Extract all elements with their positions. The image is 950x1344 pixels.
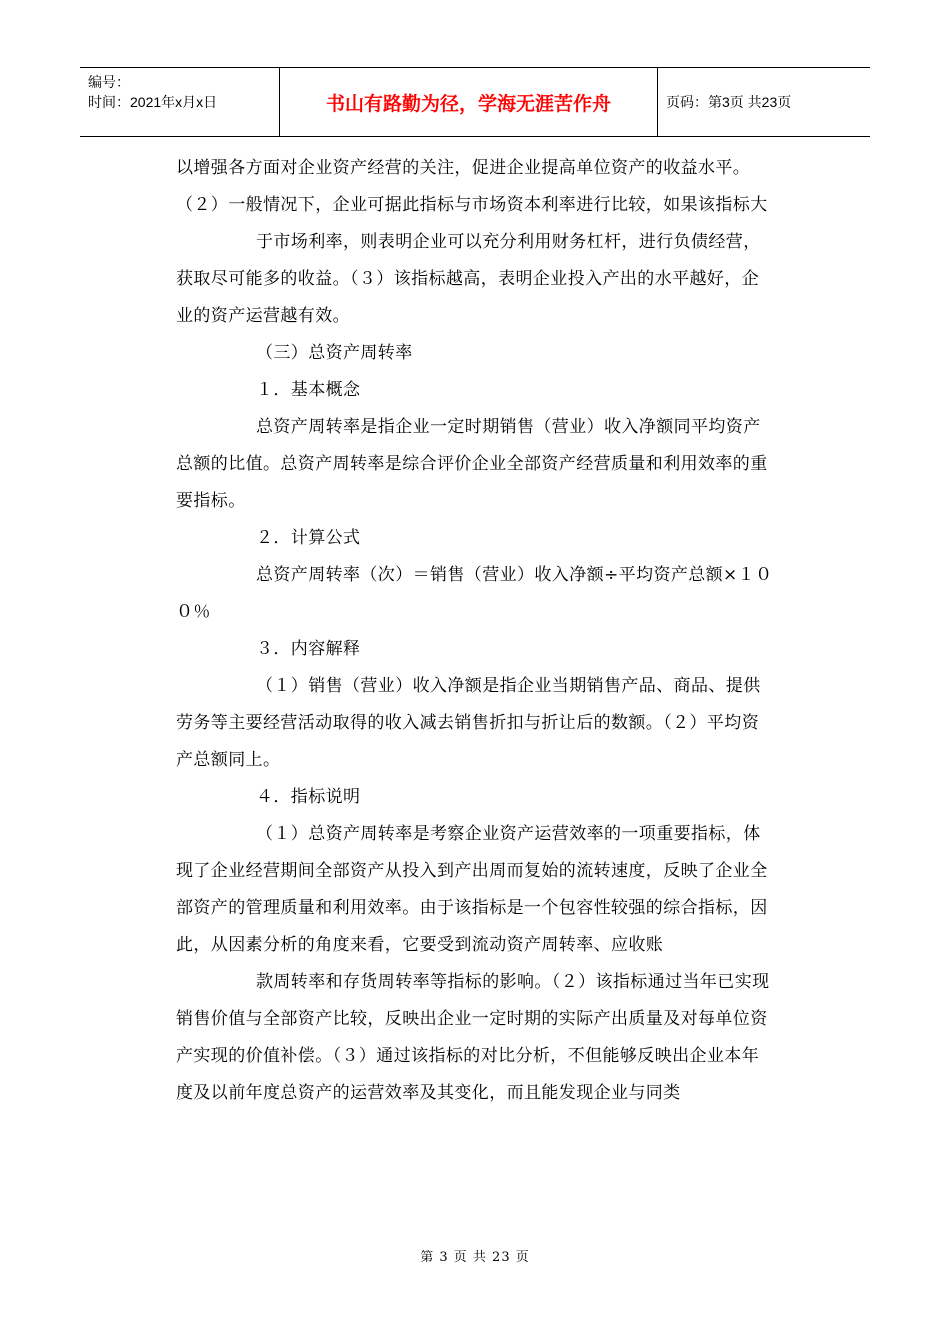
page-header xyxy=(80,67,870,137)
paragraph-notes-2: 款周转率和存货周转率等指标的影响。（２）该指标通过当年已实现销售价值与全部资产比较，反映出企业一定时期的实际产出质量及对每单位资产实现的价值补偿。（３）通过该指标的对比分析，不但能够反映出企业本年度及以前年度总资产的运营效率及其变化，而且能发现企业与同类 xyxy=(176,972,770,1103)
paragraph-formula: 总资产周转率（次）＝销售（营业）收入净额÷平均资产总额×１００％ xyxy=(176,565,773,622)
time-label: 时间：2021年x月x日 xyxy=(88,94,218,110)
paragraph-notes-1: （１）总资产周转率是考察企业资产运营效率的一项重要指标，体现了企业经营期间全部资产从投入到产出周而复始的流转速度，反映了企业全部资产的管理质量和利用效率。由于该指标是一个包容性较强的综合指标，因此，从因素分析的角度来看，它要受到流动资产周转率、应收账 xyxy=(176,824,768,955)
paragraph-2: 于市场利率，则表明企业可以充分利用财务杠杆，进行负债经营，获取尽可能多的收益。（３）该指标越高，表明企业投入产出的水平越好，企业的资产运营越有效。 xyxy=(176,232,761,326)
subheading-formula: ２．计算公式 xyxy=(256,528,361,548)
subheading-notes: ４．指标说明 xyxy=(256,787,361,807)
document-body xyxy=(176,150,776,1112)
paragraph-1: 以增强各方面对企业资产经营的关注，促进企业提高单位资产的收益水平。（２）一般情况下，企业可据此指标与市场资本利率进行比较，如果该指标大 xyxy=(176,158,768,215)
page-footer: 第 3 页 共 23 页 xyxy=(420,1250,530,1265)
paragraph-explanation: （１）销售（营业）收入净额是指企业当期销售产品、商品、提供劳务等主要经营活动取得的收入减去销售折扣与折让后的数额。（２）平均资产总额同上。 xyxy=(176,676,761,770)
header-motto: 书山有路勤为径，学海无涯苦作舟 xyxy=(280,68,658,136)
paragraph-concept: 总资产周转率是指企业一定时期销售（营业）收入净额同平均资产总额的比值。总资产周转率是综合评价企业全部资产经营质量和利用效率的重要指标。 xyxy=(176,417,768,511)
number-label: 编号： xyxy=(88,74,130,90)
subheading-explanation: ３．内容解释 xyxy=(256,639,361,659)
subheading-basic-concept: １．基本概念 xyxy=(256,380,361,400)
header-meta xyxy=(80,68,280,136)
section-heading: （三）总资产周转率 xyxy=(256,343,413,363)
header-page-number: 页码：第3页 共23页 xyxy=(666,94,792,110)
